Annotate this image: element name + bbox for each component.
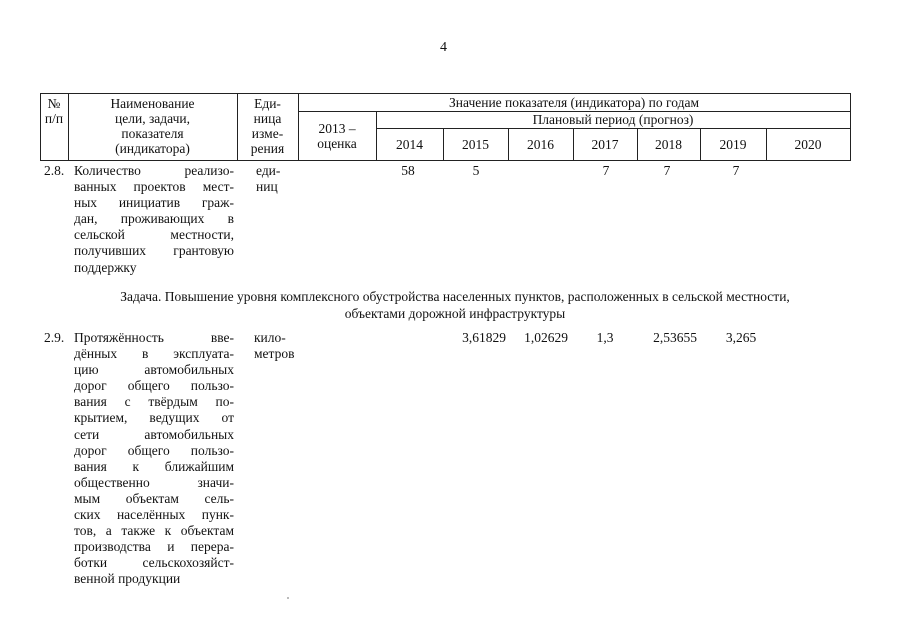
header-num-line: п/п [44,111,64,126]
row-name-line: ванных проектов мест- [74,179,234,195]
row-name-line: производства и перера- [74,539,234,555]
header-value-group: Значение показателя (индикатора) по годам [449,95,699,110]
task-heading-line: Задача. Повышение уровня комплексного обустройства населенных пунктов, расположенных в сельской местности, [120,289,790,304]
header-num [40,96,68,126]
row-name-line: вания к ближайшим [74,458,234,474]
rule [40,93,851,94]
row-name-line: Протяжённость вве- [74,330,234,345]
scan-speck [287,597,289,599]
header-name-line: показателя [121,126,184,141]
row-name-line: дорог общего пользо- [74,378,234,394]
row-value: 58 [401,163,415,178]
row-name-line: ботки сельскохозяйст- [74,555,234,571]
rule [850,93,851,161]
header-year: 2019 [719,137,747,152]
row-name-line: Количество реализо- [74,163,234,178]
row-name-line: дённых в эксплуата- [74,346,234,362]
row-name-line: получивших грантовую [74,243,234,259]
page-number: 4 [440,40,447,55]
header-name [68,96,237,156]
header-unit-line: рения [250,141,285,156]
header-year: 2017 [591,137,619,152]
row-value: 3,61829 [462,330,506,345]
header-unit-line: ница [253,111,282,126]
row-unit-line: метров [254,346,295,361]
rule [376,128,851,129]
header-year: 2018 [655,137,682,152]
header-unit-line: изме- [251,126,284,141]
row-value: 1,3 [596,330,614,345]
row-name-line: вания с твёрдым по- [74,394,234,410]
row-unit-line: ниц [256,179,278,194]
row-name-line: сети автомобильных [74,426,234,442]
row-name-line: мым объектам сель- [74,490,234,506]
row-number: 2.8. [44,163,65,178]
header-name-line: Наименование [110,96,195,111]
row-name [74,163,234,276]
header-year: 2014 [396,137,423,152]
row-name-line: дан, проживающих в [74,211,234,227]
rule [40,160,851,161]
header-year: 2020 [794,137,822,152]
row-name-line: венной продукции [74,571,181,587]
header-year: 2016 [527,137,554,152]
header-name-line: (индикатора) [115,141,190,156]
row-name-line: ских населённых пунк- [74,507,234,523]
row-value: 5 [472,163,480,178]
row-value: 7 [732,163,740,178]
task-heading [40,288,870,322]
header-name-line: цели, задачи, [115,111,190,126]
row-name-line: сельской местности, [74,227,234,243]
row-name-line: ных инициатив граж- [74,195,234,211]
header-unit-line: Еди- [254,96,281,111]
header-unit [237,96,298,156]
row-value: 7 [602,163,610,178]
row-name [74,330,234,588]
row-name-line: поддержку [74,259,137,275]
task-heading-line: объектами дорожной инфраструктуры [344,306,566,321]
header-estimate [298,121,376,151]
row-number: 2.9. [44,330,65,345]
row-value: 2,53655 [653,330,697,345]
row-value: 3,265 [725,330,757,345]
row-name-line: тов, а также к объектам [74,523,234,539]
row-unit [254,330,296,362]
row-unit-line: кило- [254,330,286,345]
header-estimate-line: 2013 – [318,121,356,136]
row-name-line: крытием, ведущих от [74,410,234,426]
header-num-line: № [47,96,61,111]
row-unit-line: еди- [256,163,281,178]
header-plan-group: Плановый период (прогноз) [532,112,694,127]
header-year: 2015 [462,137,489,152]
row-name-line: цию автомобильных [74,362,234,378]
row-name-line: дорог общего пользо- [74,442,234,458]
row-unit [256,163,298,195]
row-value: 1,02629 [524,330,568,345]
row-value: 7 [663,163,671,178]
header-estimate-line: оценка [317,136,357,151]
row-name-line: общественно значи- [74,474,234,490]
